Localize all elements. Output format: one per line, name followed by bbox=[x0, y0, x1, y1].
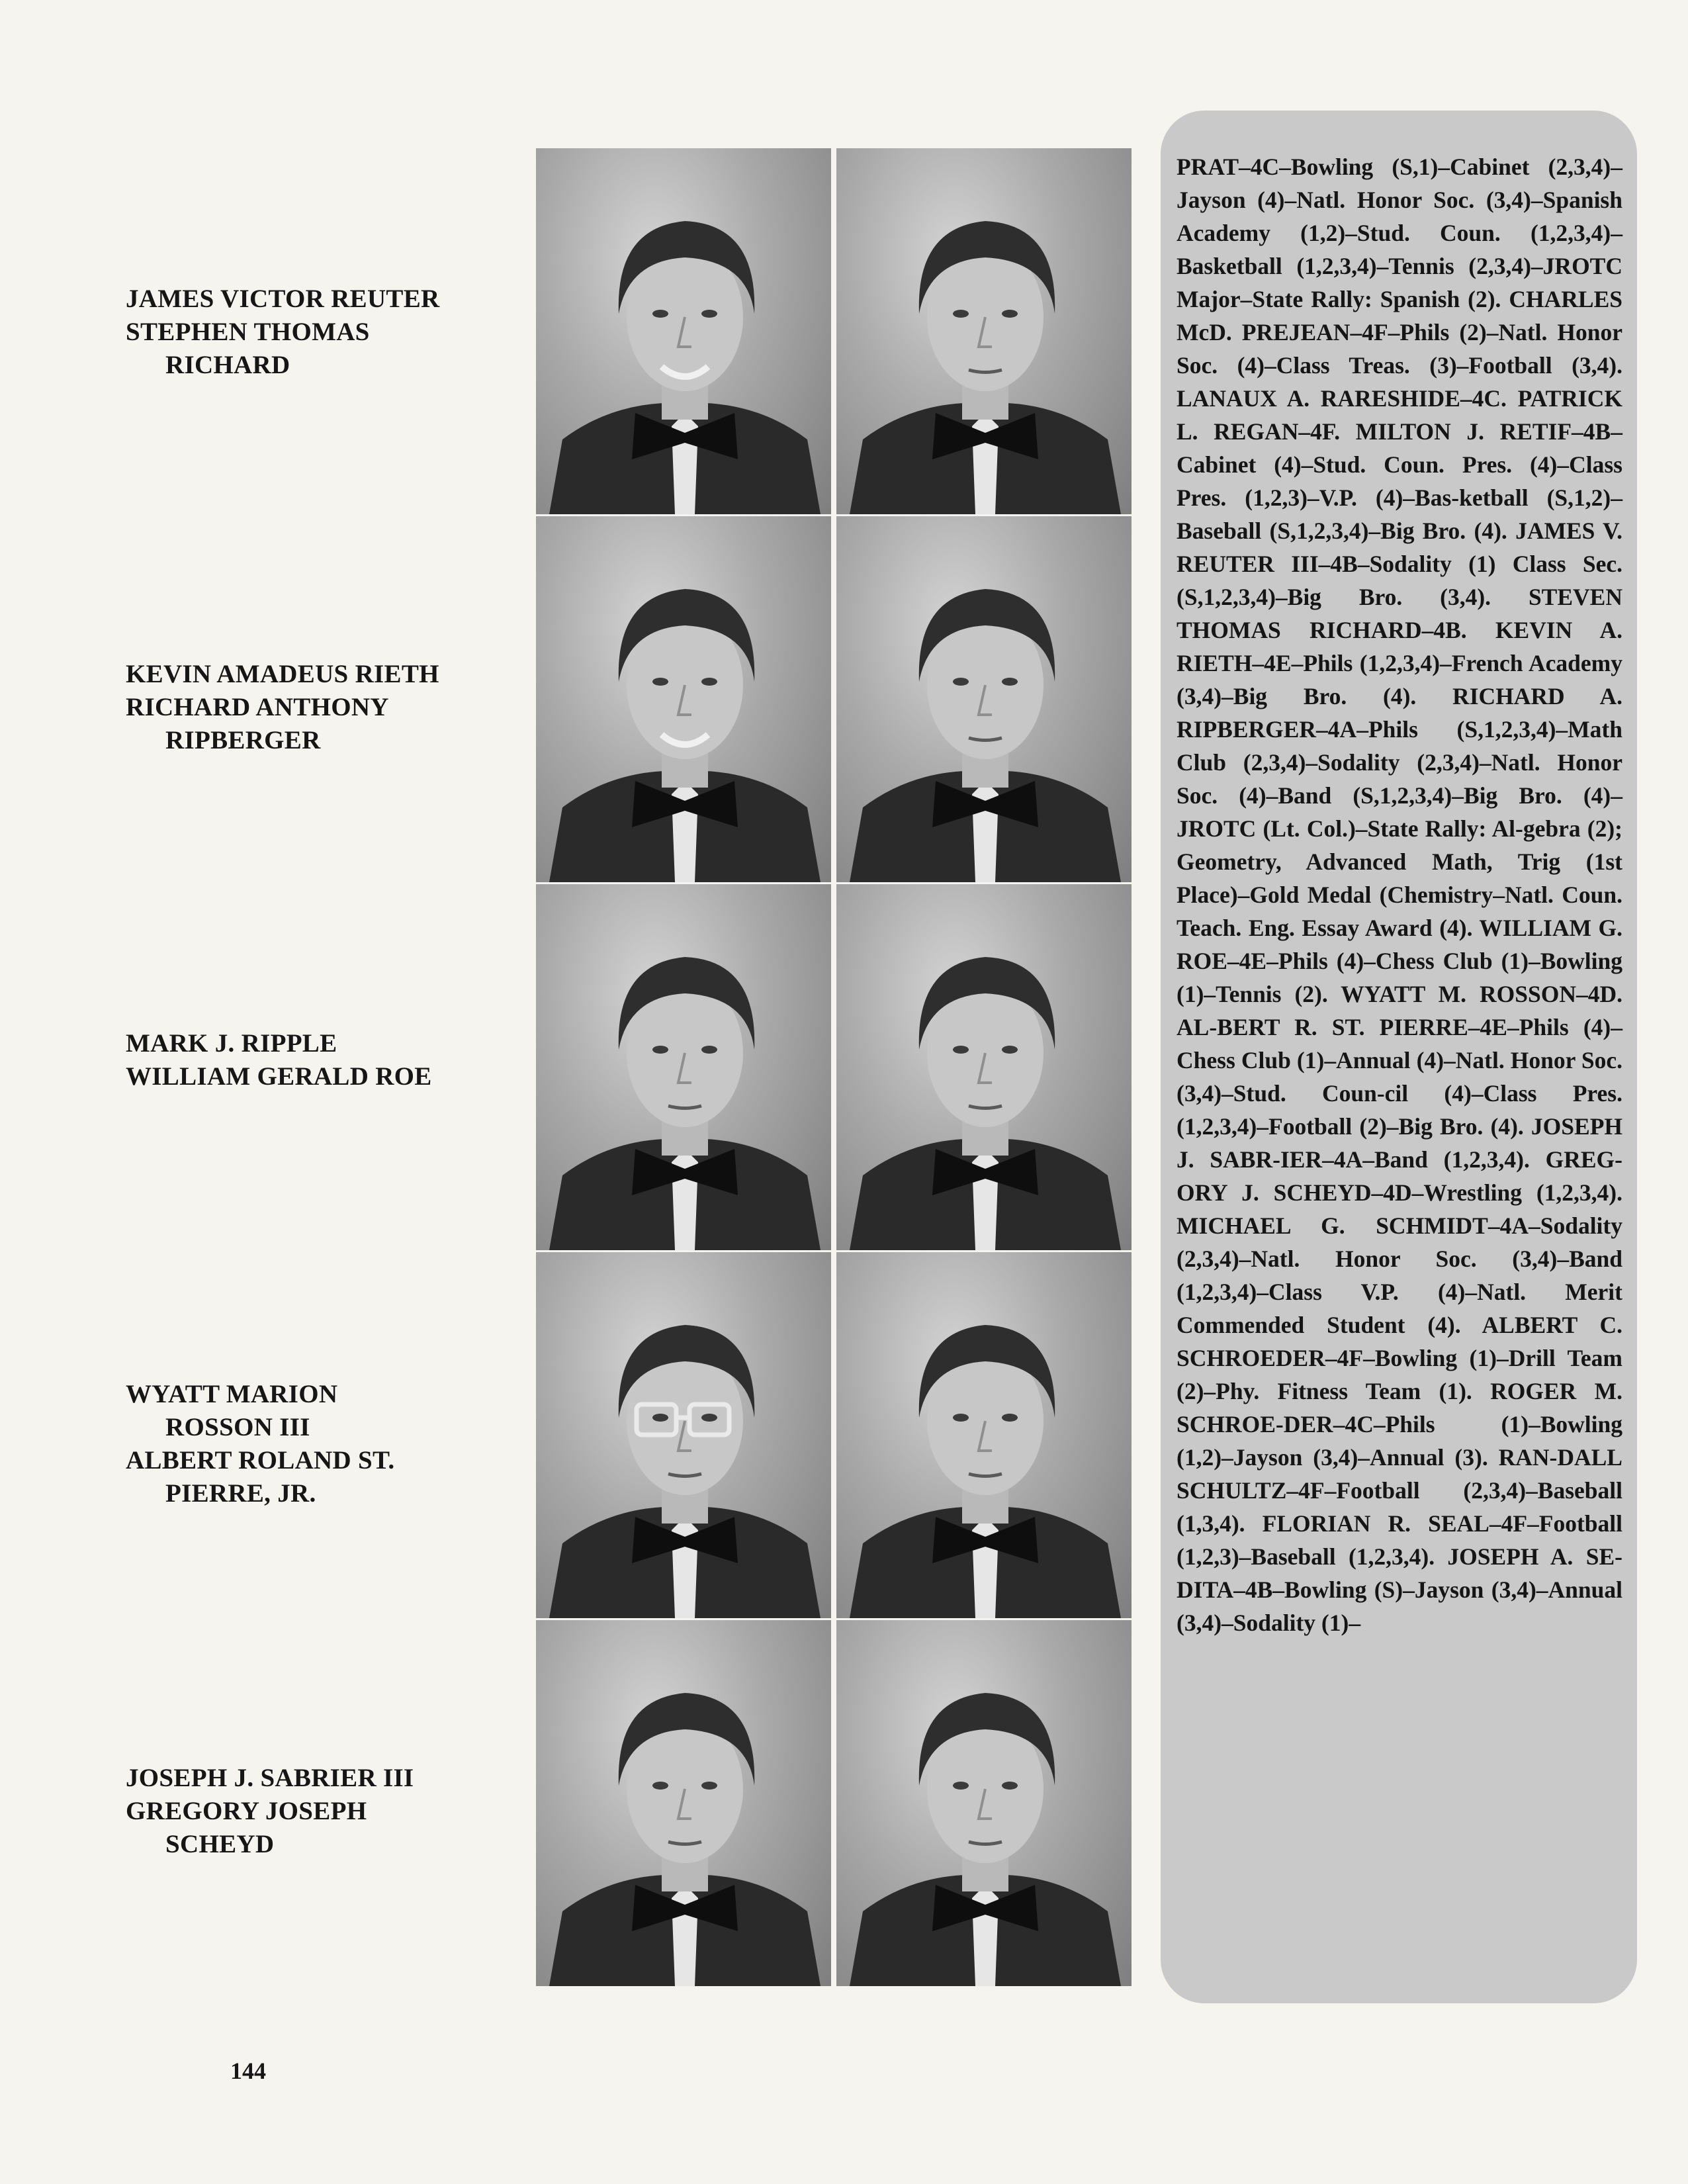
student-name-line: ROSSON III bbox=[165, 1413, 310, 1441]
student-name-line: SCHEYD bbox=[165, 1830, 275, 1858]
page-number: 144 bbox=[230, 2058, 266, 2084]
student-portrait-photo bbox=[536, 148, 831, 514]
student-name-line: WYATT MARION bbox=[126, 1380, 338, 1408]
student-name-line: JOSEPH J. SABRIER III bbox=[126, 1764, 414, 1792]
student-name-line: STEPHEN THOMAS bbox=[126, 318, 370, 346]
student-name-line: PIERRE, JR. bbox=[165, 1479, 316, 1508]
student-name-line: KEVIN AMADEUS RIETH bbox=[126, 660, 439, 688]
student-name-line: JAMES VICTOR REUTER bbox=[126, 285, 440, 313]
student-name-line: WILLIAM GERALD ROE bbox=[126, 1062, 432, 1091]
name-group-5 bbox=[126, 1762, 523, 1861]
name-group-3 bbox=[126, 1027, 523, 1093]
student-name-line: RICHARD bbox=[165, 351, 290, 379]
name-group-2 bbox=[126, 658, 523, 757]
student-portrait-photo bbox=[536, 1620, 831, 1986]
student-portrait-photo bbox=[836, 1620, 1132, 1986]
student-name-line: ALBERT ROLAND ST. bbox=[126, 1446, 395, 1475]
student-portrait-photo bbox=[836, 148, 1132, 514]
portrait-grid bbox=[536, 148, 1137, 1985]
biography-panel bbox=[1161, 111, 1637, 2003]
student-portrait-photo bbox=[836, 884, 1132, 1250]
student-portrait-photo bbox=[536, 516, 831, 882]
student-name-line: GREGORY JOSEPH bbox=[126, 1797, 367, 1825]
student-name-line: RIPBERGER bbox=[165, 726, 321, 754]
student-portrait-photo bbox=[536, 1252, 831, 1618]
student-portrait-photo bbox=[836, 516, 1132, 882]
student-name-line: MARK J. RIPPLE bbox=[126, 1029, 337, 1058]
biography-text: PRAT–4C–Bowling (S,1)–Cabinet (2,3,4)–Jayson (4)–Natl. Honor Soc. (3,4)–Spanish Academy (1,2)–Stud. Coun. (1,2,3,4)–Basketball (1,2,3,4)–Tennis (2,3,4)–JROTC Major–State Rally: Spanish (2). CHARLES McD. PREJEAN–4F–Phils (2)–Natl. Honor Soc. (4)–Class Treas. (3)–Football (3,4). LANAUX A. RARESHIDE–4C. PATRICK L. REGAN–4F. MILTON J. RETIF–4B–Cabinet (4)–Stud. Coun. Pres. (4)–Class Pres. (1,2,3)–V.P. (4)–Bas-ketball (S,1,2)–Baseball (S,1,2,3,4)–Big Bro. (4). JAMES V. REUTER III–4B–Sodality (1) Class Sec. (S,1,2,3,4)–Big Bro. (3,4). STEVEN THOMAS RICHARD–4B. KEVIN A. RIETH–4E–Phils (1,2,3,4)–French Academy (3,4)–Big Bro. (4). RICHARD A. RIPBERGER–4A–Phils (S,1,2,3,4)–Math Club (2,3,4)–Sodality (2,3,4)–Natl. Honor Soc. (4)–Band (S,1,2,3,4)–Big Bro. (4)–JROTC (Lt. Col.)–State Rally: Al-gebra (2); Geometry, Advanced Math, Trig (1st Place)–Gold Medal (Chemistry–Natl. Coun. Teach. Eng. Essay Award (4). WILLIAM G. ROE–4E–Phils (4)–Chess Club (1)–Bowling (1)–Tennis (2). WYATT M. ROSSON–4D. AL-BERT R. ST. PIERRE–4E–Phils (4)–Chess Club (1)–Annual (4)–Natl. Honor Soc. (3,4)–Stud. Coun-cil (4)–Class Pres. (1,2,3,4)–Football (2)–Big Bro. (4). JOSEPH J. SABR-IER–4A–Band (1,2,3,4). GREG-ORY J. SCHEYD–4D–Wrestling (1,2,3,4). MICHAEL G. SCHMIDT–4A–Sodality (2,3,4)–Natl. Honor Soc. (3,4)–Band (1,2,3,4)–Class V.P. (4)–Natl. Merit Commended Student (4). ALBERT C. SCHROEDER–4F–Bowling (1)–Drill Team (2)–Phy. Fitness Team (1). ROGER M. SCHROE-DER–4C–Phils (1)–Bowling (1,2)–Jayson (3,4)–Annual (3). RAN-DALL SCHULTZ–4F–Football (2,3,4)–Baseball (1,3,4). FLORIAN R. SEAL–4F–Football (1,2,3)–Baseball (1,2,3,4). JOSEPH A. SE-DITA–4B–Bowling (S)–Jayson (3,4)–Annual (3,4)–Sodality (1)– bbox=[1177, 154, 1622, 1636]
student-portrait-photo bbox=[536, 884, 831, 1250]
name-group-1 bbox=[126, 283, 523, 382]
student-name-line: RICHARD ANTHONY bbox=[126, 693, 389, 721]
student-portrait-photo bbox=[836, 1252, 1132, 1618]
name-group-4 bbox=[126, 1378, 523, 1510]
